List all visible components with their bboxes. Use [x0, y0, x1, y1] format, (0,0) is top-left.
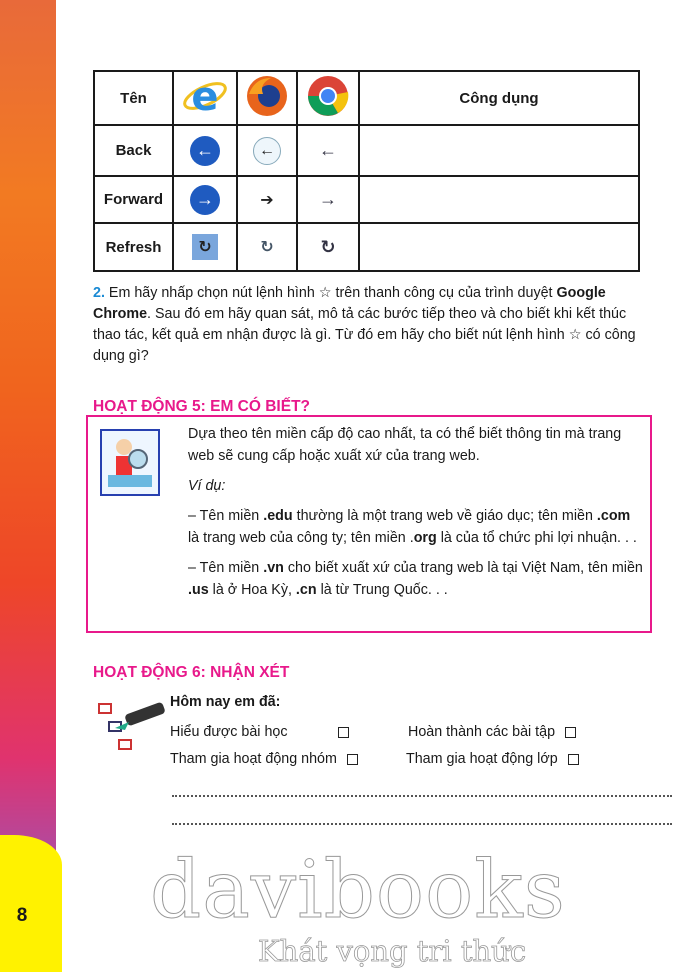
check-item[interactable] [406, 750, 579, 768]
check-label: Tham gia hoạt động lớp [406, 751, 558, 767]
ie-refresh-icon: ↻ [173, 223, 237, 271]
bold-text: .com [596, 508, 631, 524]
browser-buttons-table [93, 70, 640, 272]
question-number: 2. [93, 285, 105, 301]
check-label: Hiểu được bài học [170, 724, 288, 740]
chrome-back-icon: ← [297, 125, 359, 176]
check-item[interactable] [170, 750, 358, 768]
activity-5-heading: HOẠT ĐỘNG 5: EM CÓ BIẾT? [93, 398, 310, 415]
girl-reading-illustration [100, 429, 160, 496]
firefox-logo-icon [237, 71, 297, 125]
check-label: Hoàn thành các bài tập [408, 724, 556, 740]
text: có công dụng gì? [93, 327, 636, 364]
text: . Sau đó em hãy quan sát, mô tả các bước tiếp theo và cho biết khi kết thúc thao tác, kết quả em nhận được là gì. Từ đó em hãy cho biết nút lệnh hình [93, 306, 627, 343]
page-number: 8 [16, 905, 28, 926]
chrome-refresh-icon: ↻ [297, 223, 359, 271]
answer-line[interactable] [172, 795, 672, 797]
ie-back-icon: ← [173, 125, 237, 176]
bold-text: org [413, 530, 437, 546]
text: cho biết xuất xứ của trang web là tại Việt Nam, tên miền [283, 560, 643, 576]
decorative-side-strip [0, 0, 56, 972]
bold-text: .us [188, 582, 209, 598]
row-label: Forward [94, 176, 173, 223]
chrome-forward-icon: → [297, 176, 359, 223]
check-label: Tham gia hoạt động nhóm [170, 751, 337, 767]
checkbox[interactable] [347, 754, 358, 765]
text: – Tên miền [188, 560, 264, 576]
firefox-back-icon: ← [237, 125, 297, 176]
checkbox[interactable] [338, 727, 349, 738]
text: là từ Trung Quốc. . . [316, 582, 448, 598]
bold-text: .cn [295, 582, 317, 598]
example-label: Ví dụ: [188, 478, 226, 494]
activity-6-heading: HOẠT ĐỘNG 6: NHẬN XÉT [93, 664, 290, 681]
ie-forward-icon: → [173, 176, 237, 223]
paragraph: Dựa theo tên miền cấp độ cao nhất, ta có thể biết thông tin mà trang web sẽ cung cấp hoặc xuất xứ của trang web. [188, 426, 622, 464]
bold-text: .edu [263, 508, 293, 524]
header-name: Tên [94, 71, 173, 125]
firefox-forward-icon: ➔ [237, 176, 297, 223]
star-icon: ☆ [318, 285, 332, 301]
example-2 [188, 557, 643, 601]
text: – Tên miền [188, 508, 264, 524]
bold-text: .vn [263, 560, 284, 576]
example-1 [188, 505, 643, 549]
star-icon: ☆ [568, 327, 582, 343]
firefox-refresh-icon: ↻ [237, 223, 297, 271]
usage-cell [359, 223, 639, 271]
text: là trang web của công ty; tên miền . [188, 530, 414, 546]
usage-cell [359, 176, 639, 223]
text: là của tổ chức phi lợi nhuận. . . [436, 530, 637, 546]
self-review-checklist [170, 693, 558, 767]
bold-text: Google Chrome [93, 285, 606, 322]
checklist-prompt: Hôm nay em đã: [170, 694, 281, 710]
watermark-slogan: Khát vọng tri thức [258, 934, 527, 968]
answer-line[interactable] [172, 823, 672, 825]
chrome-logo-icon [297, 71, 359, 125]
info-box [86, 415, 652, 633]
usage-cell [359, 125, 639, 176]
row-label: Refresh [94, 223, 173, 271]
page-tab [0, 835, 62, 972]
check-item[interactable] [170, 723, 349, 741]
checkbox[interactable] [568, 754, 579, 765]
checkbox[interactable] [565, 727, 576, 738]
text: thường là một trang web về giáo dục; tên miền [292, 508, 597, 524]
svg-text:e: e [191, 74, 219, 118]
text: là ở Hoa Kỳ, [208, 582, 296, 598]
text: trên thanh công cụ của trình duyệt [331, 285, 557, 301]
row-label: Back [94, 125, 173, 176]
text: Em hãy nhấp chọn nút lệnh hình [104, 285, 319, 301]
watermark-brand: davibooks [150, 843, 566, 936]
question-2 [93, 283, 648, 367]
header-usage: Công dụng [359, 71, 639, 125]
check-item[interactable] [408, 723, 576, 741]
pen-checklist-icon [95, 700, 165, 759]
ie-logo-icon [173, 71, 237, 125]
